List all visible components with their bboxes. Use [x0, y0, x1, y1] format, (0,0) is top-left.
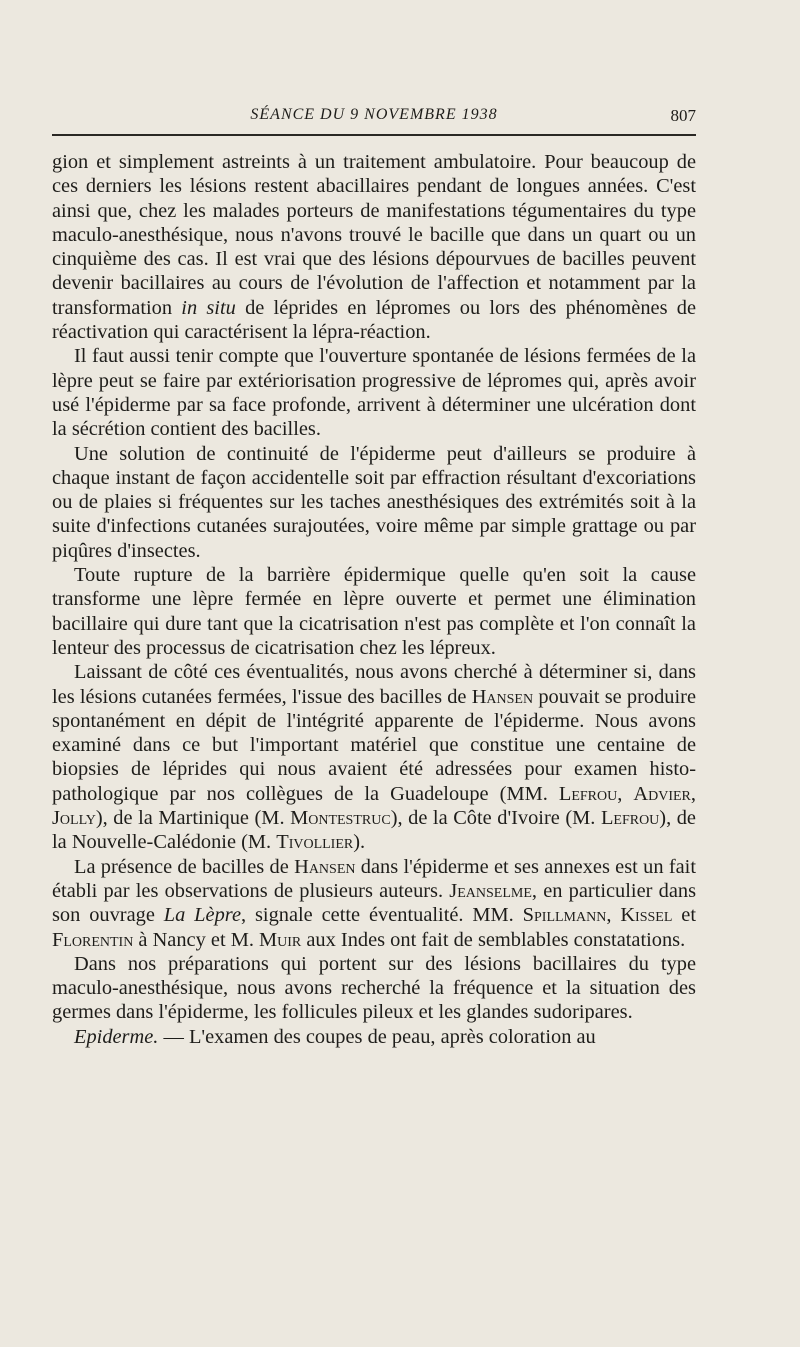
author-name: Jeanselme: [449, 879, 532, 902]
author-name: Advier: [633, 782, 691, 805]
text-run: pouvait se produire spontanément en dépit de l'intégrité apparente de l'épiderme. Nous avons examiné dans ce but l'important matériel que constitue une centaine de biopsies de léprides qui nous avaient été adressées pour examen histo-pathologique par nos collègues de la Guadeloupe (MM.: [52, 685, 696, 805]
paragraph-6: [52, 855, 696, 952]
text-run: ), de la Martinique (M.: [95, 807, 291, 830]
author-name: Jolly: [52, 807, 96, 830]
text-run: — L'examen des coupes de peau, après coloration au: [158, 1025, 596, 1048]
text-run: aux Indes ont fait de semblables constatations.: [301, 928, 686, 951]
text-run: à Nancy et M.: [133, 928, 260, 951]
book-title: La Lèpre: [163, 904, 241, 927]
text-run: ), de la Nouvelle-Calédonie (M.: [52, 807, 696, 854]
header-rule: [52, 134, 696, 136]
text-run: La présence de bacilles de: [74, 855, 295, 878]
author-name: Hansen: [471, 685, 534, 708]
text-run: ), de la Côte d'Ivoire (M.: [390, 807, 601, 830]
author-name: Lefrou: [600, 807, 660, 830]
body-text: [52, 150, 696, 1049]
text-run: ,: [617, 782, 634, 805]
text-run: dans l'épiderme et ses annexes est un fait établi par les observations de plusieurs auteurs.: [52, 855, 696, 902]
paragraph-3: Une solution de continuité de l'épiderme peut d'ailleurs se produire à chaque instant de façon accidentelle soit par effraction résultant d'excoriations ou de plaies si fréquentes sur les taches anesthésiques des extrémités soit à la suite d'infections cutanées surajoutées, voire même par simple grattage ou par piqûres d'insectes.: [52, 442, 696, 562]
author-name: Spillmann: [522, 904, 607, 927]
author-name: Florentin: [52, 928, 134, 951]
text-run: ,: [606, 904, 621, 927]
in-situ-italic: in situ: [181, 296, 236, 319]
paragraph-5: [52, 660, 696, 854]
paragraph-2: Il faut aussi tenir compte que l'ouverture spontanée de lésions fermées de la lèpre peut se faire par extériorisation progressive de lépromes qui, après avoir usé l'épiderme par sa face profonde, arrivent à déterminer une ulcération dont la sécrétion contient des bacilles.: [52, 345, 696, 441]
running-head: SÉANCE DU 9 NOVEMBRE 1938: [250, 106, 498, 123]
page-header: [52, 102, 696, 132]
text-run: de léprides en lépromes ou lors des phénomènes de réactivation qui caractérisent la lépra-réaction.: [52, 296, 696, 344]
paragraph-7: Dans nos préparations qui portent sur des lésions bacillaires du type maculo-anesthésique, nous avons recherché la fréquence et la situation des germes dans l'épiderme, les follicules pileux et les glandes sudoripares.: [52, 952, 696, 1024]
paragraph-8: [52, 1025, 696, 1049]
author-name: Tivollier: [276, 831, 354, 854]
author-name: Kissel: [620, 904, 673, 927]
text-run: et: [672, 904, 696, 927]
paragraph-4: Toute rupture de la barrière épidermique quelle qu'en soit la cause transforme une lèpre fermée en lèpre ouverte et permet une élimination bacillaire qui dure tant que la cicatrisation n'est pas complète et l'on connaît la lenteur des processus de cicatrisation chez les lépreux.: [52, 564, 696, 659]
text-run: , signale cette éventualité. MM.: [241, 904, 523, 927]
author-name: Muir: [259, 928, 302, 951]
text-run: ,: [690, 782, 696, 805]
page-number: 807: [670, 106, 696, 125]
author-name: Montestruc: [290, 807, 391, 830]
text-run: , en particulier dans son ouvrage: [52, 879, 697, 927]
author-name: Lefrou: [558, 782, 618, 805]
paragraph-1: [52, 150, 696, 344]
text-run: gion et simplement astreints à un traitement ambulatoire. Pour beaucoup de ces derniers les lésions restent abacillaires pendant de longues années. C'est ainsi que, chez les malades porteurs de manifestations tégumentaires du type maculo-anesthésique, nous n'avons trouvé le bacille que dans un quart ou un cinquième des cas. Il est vrai que des lésions dépourvues de bacilles peuvent devenir bacillaires au cours de l'évolution de l'affection et notamment par la transformation: [52, 151, 696, 319]
text-run: Laissant de côté ces éventualités, nous avons cherché à déterminer si, dans les lésions cutanées fermées, l'issue des bacilles de: [52, 661, 696, 708]
section-heading: Epiderme.: [74, 1025, 159, 1048]
text-run: ).: [353, 831, 366, 854]
author-name: Hansen: [294, 855, 356, 878]
